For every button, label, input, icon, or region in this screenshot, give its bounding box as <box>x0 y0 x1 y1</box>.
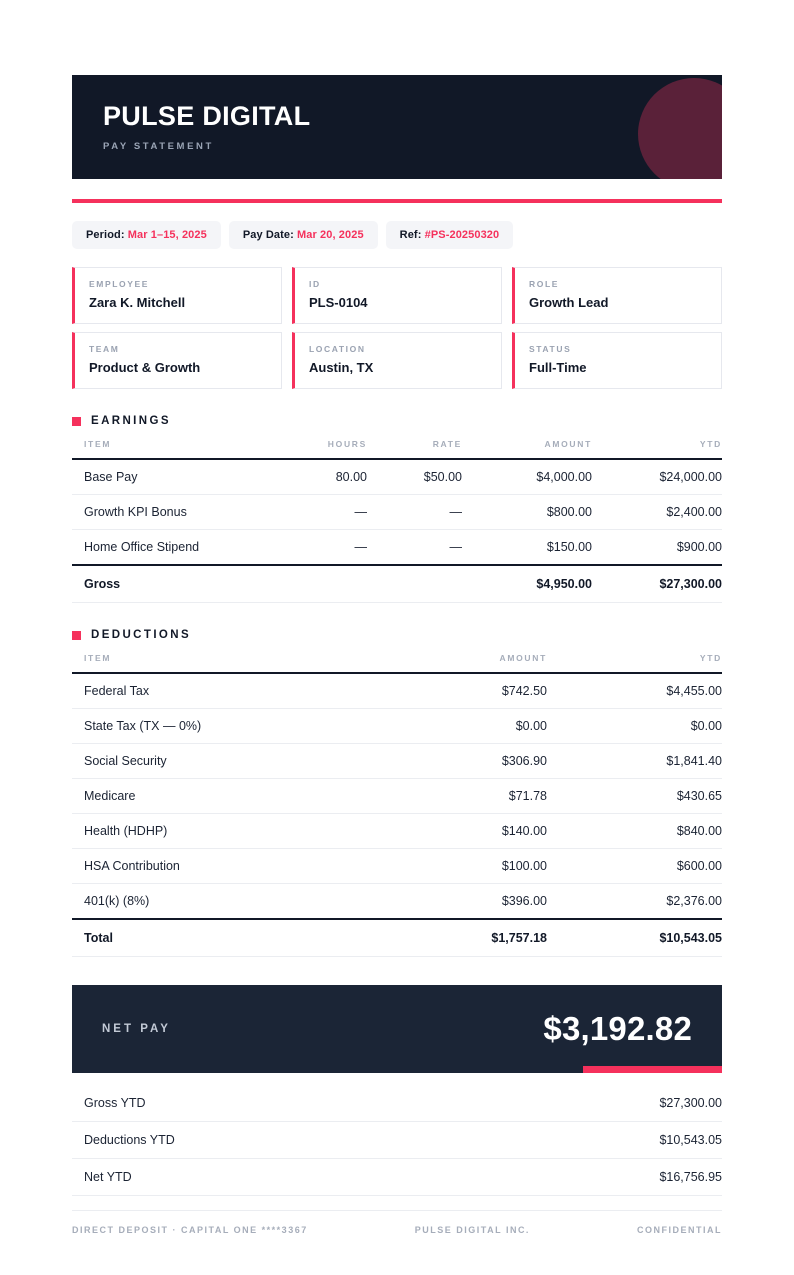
net-pay-value: $3,192.82 <box>543 1010 692 1047</box>
table-row <box>72 744 722 779</box>
info-card-employee <box>72 267 282 324</box>
deductions-col-ytd: YTD <box>547 653 722 673</box>
earnings-header-row <box>72 439 722 459</box>
earnings-total-label: Gross <box>72 565 257 603</box>
deduction-ytd: $0.00 <box>547 709 722 744</box>
deduction-item: Health (HDHP) <box>72 814 372 849</box>
info-card-location-value: Austin, TX <box>309 360 374 375</box>
info-card-team <box>72 332 282 389</box>
earnings-total-hours <box>257 565 367 603</box>
summary-label: Net YTD <box>72 1159 476 1196</box>
earnings-total-rate <box>367 565 462 603</box>
deduction-item: HSA Contribution <box>72 849 372 884</box>
deductions-header-row <box>72 653 722 673</box>
earnings-rate: — <box>367 495 462 530</box>
footer-confidential: CONFIDENTIAL <box>636 1225 722 1235</box>
deduction-ytd: $840.00 <box>547 814 722 849</box>
square-bullet-icon <box>72 631 81 640</box>
info-card-team-value: Product & Growth <box>89 360 201 375</box>
deduction-item: Federal Tax <box>72 673 372 709</box>
ytd-summary-table <box>72 1085 722 1196</box>
info-card-location <box>292 332 502 389</box>
deduction-amount: $100.00 <box>372 849 547 884</box>
summary-label: Deductions YTD <box>72 1122 476 1159</box>
info-card-location-label: LOCATION <box>309 344 366 354</box>
deductions-table <box>72 653 722 957</box>
accent-rule <box>72 199 722 203</box>
meta-pill-ref-label: Ref: <box>399 229 422 241</box>
earnings-amount: $800.00 <box>462 495 592 530</box>
meta-pill-ref <box>386 221 514 249</box>
info-card-id <box>292 267 502 324</box>
deductions-col-amount: AMOUNT <box>372 653 547 673</box>
earnings-total-amount: $4,950.00 <box>462 565 592 603</box>
info-card-role-label: ROLE <box>529 279 560 289</box>
earnings-ytd: $24,000.00 <box>592 459 722 495</box>
deductions-section-title: DEDUCTIONS <box>91 629 192 641</box>
deductions-total-row <box>72 919 722 957</box>
summary-value: $10,543.05 <box>476 1122 722 1159</box>
net-pay-accent-bar <box>583 1066 722 1073</box>
deductions-section-heading <box>72 629 722 641</box>
info-card-team-label: TEAM <box>89 344 120 354</box>
earnings-rate: $50.00 <box>367 459 462 495</box>
table-row <box>72 779 722 814</box>
info-card-status-value: Full-Time <box>529 360 587 375</box>
meta-pill-row <box>72 221 722 249</box>
earnings-item: Base Pay <box>72 459 257 495</box>
info-card-role <box>512 267 722 324</box>
deduction-item: Medicare <box>72 779 372 814</box>
info-card-id-label: ID <box>309 279 321 289</box>
net-pay-banner <box>72 985 722 1073</box>
earnings-total-row <box>72 565 722 603</box>
deduction-ytd: $1,841.40 <box>547 744 722 779</box>
deduction-ytd: $600.00 <box>547 849 722 884</box>
table-row <box>72 849 722 884</box>
deduction-amount: $71.78 <box>372 779 547 814</box>
table-row <box>72 1085 722 1122</box>
deduction-amount: $306.90 <box>372 744 547 779</box>
meta-pill-pay-date <box>229 221 378 249</box>
table-row <box>72 1159 722 1196</box>
meta-pill-pay-date-label: Pay Date: <box>242 229 294 241</box>
meta-pill-pay-date-value: Mar 20, 2025 <box>297 229 364 241</box>
earnings-amount: $150.00 <box>462 530 592 566</box>
table-row <box>72 459 722 495</box>
document-footer <box>72 1210 722 1275</box>
info-card-status-label: STATUS <box>529 344 572 354</box>
table-row <box>72 884 722 920</box>
meta-pill-ref-value: #PS-20250320 <box>424 229 500 241</box>
earnings-total-ytd: $27,300.00 <box>592 565 722 603</box>
earnings-rate: — <box>367 530 462 566</box>
deduction-amount: $396.00 <box>372 884 547 920</box>
net-pay-label: NET PAY <box>102 1023 171 1035</box>
document-header <box>72 75 722 179</box>
table-row <box>72 530 722 566</box>
footer-deposit-info: DIRECT DEPOSIT · CAPITAL ONE ****3367 <box>72 1225 308 1235</box>
earnings-hours: 80.00 <box>257 459 367 495</box>
summary-label: Gross YTD <box>72 1085 476 1122</box>
meta-pill-period-value: Mar 1–15, 2025 <box>127 229 207 241</box>
meta-pill-period <box>72 221 221 249</box>
info-card-row-2 <box>72 332 722 389</box>
earnings-hours: — <box>257 530 367 566</box>
deduction-amount: $0.00 <box>372 709 547 744</box>
summary-value: $16,756.95 <box>476 1159 722 1196</box>
earnings-col-ytd: YTD <box>592 439 722 459</box>
info-card-employee-value: Zara K. Mitchell <box>89 295 186 310</box>
deductions-total-label: Total <box>72 919 372 957</box>
table-row <box>72 1122 722 1159</box>
statement-sheet <box>72 0 722 1275</box>
earnings-col-hours: HOURS <box>257 439 367 459</box>
info-card-employee-label: EMPLOYEE <box>89 279 150 289</box>
earnings-amount: $4,000.00 <box>462 459 592 495</box>
meta-pill-period-label: Period: <box>86 229 125 241</box>
deductions-col-item: ITEM <box>72 653 372 673</box>
earnings-item: Growth KPI Bonus <box>72 495 257 530</box>
company-name: PULSE DIGITAL <box>103 101 311 132</box>
earnings-col-item: ITEM <box>72 439 257 459</box>
earnings-ytd: $900.00 <box>592 530 722 566</box>
table-row <box>72 814 722 849</box>
summary-value: $27,300.00 <box>476 1085 722 1122</box>
table-row <box>72 495 722 530</box>
table-row <box>72 673 722 709</box>
earnings-ytd: $2,400.00 <box>592 495 722 530</box>
deduction-ytd: $4,455.00 <box>547 673 722 709</box>
table-row <box>72 709 722 744</box>
earnings-col-amount: AMOUNT <box>462 439 592 459</box>
earnings-col-rate: RATE <box>367 439 462 459</box>
earnings-item: Home Office Stipend <box>72 530 257 566</box>
info-card-id-value: PLS-0104 <box>309 295 368 310</box>
earnings-section-title: EARNINGS <box>91 415 171 427</box>
document-subtitle: PAY STATEMENT <box>103 140 214 152</box>
info-card-status <box>512 332 722 389</box>
earnings-table <box>72 439 722 603</box>
info-card-row-1 <box>72 267 722 324</box>
deduction-amount: $140.00 <box>372 814 547 849</box>
deduction-ytd: $2,376.00 <box>547 884 722 920</box>
footer-company: PULSE DIGITAL INC. <box>414 1225 530 1235</box>
earnings-hours: — <box>257 495 367 530</box>
square-bullet-icon <box>72 417 81 426</box>
deductions-total-amount: $1,757.18 <box>372 919 547 957</box>
deduction-amount: $742.50 <box>372 673 547 709</box>
info-card-role-value: Growth Lead <box>529 295 609 310</box>
deduction-item: 401(k) (8%) <box>72 884 372 920</box>
deduction-item: Social Security <box>72 744 372 779</box>
deduction-ytd: $430.65 <box>547 779 722 814</box>
deductions-total-ytd: $10,543.05 <box>547 919 722 957</box>
earnings-section-heading <box>72 415 722 427</box>
deduction-item: State Tax (TX — 0%) <box>72 709 372 744</box>
